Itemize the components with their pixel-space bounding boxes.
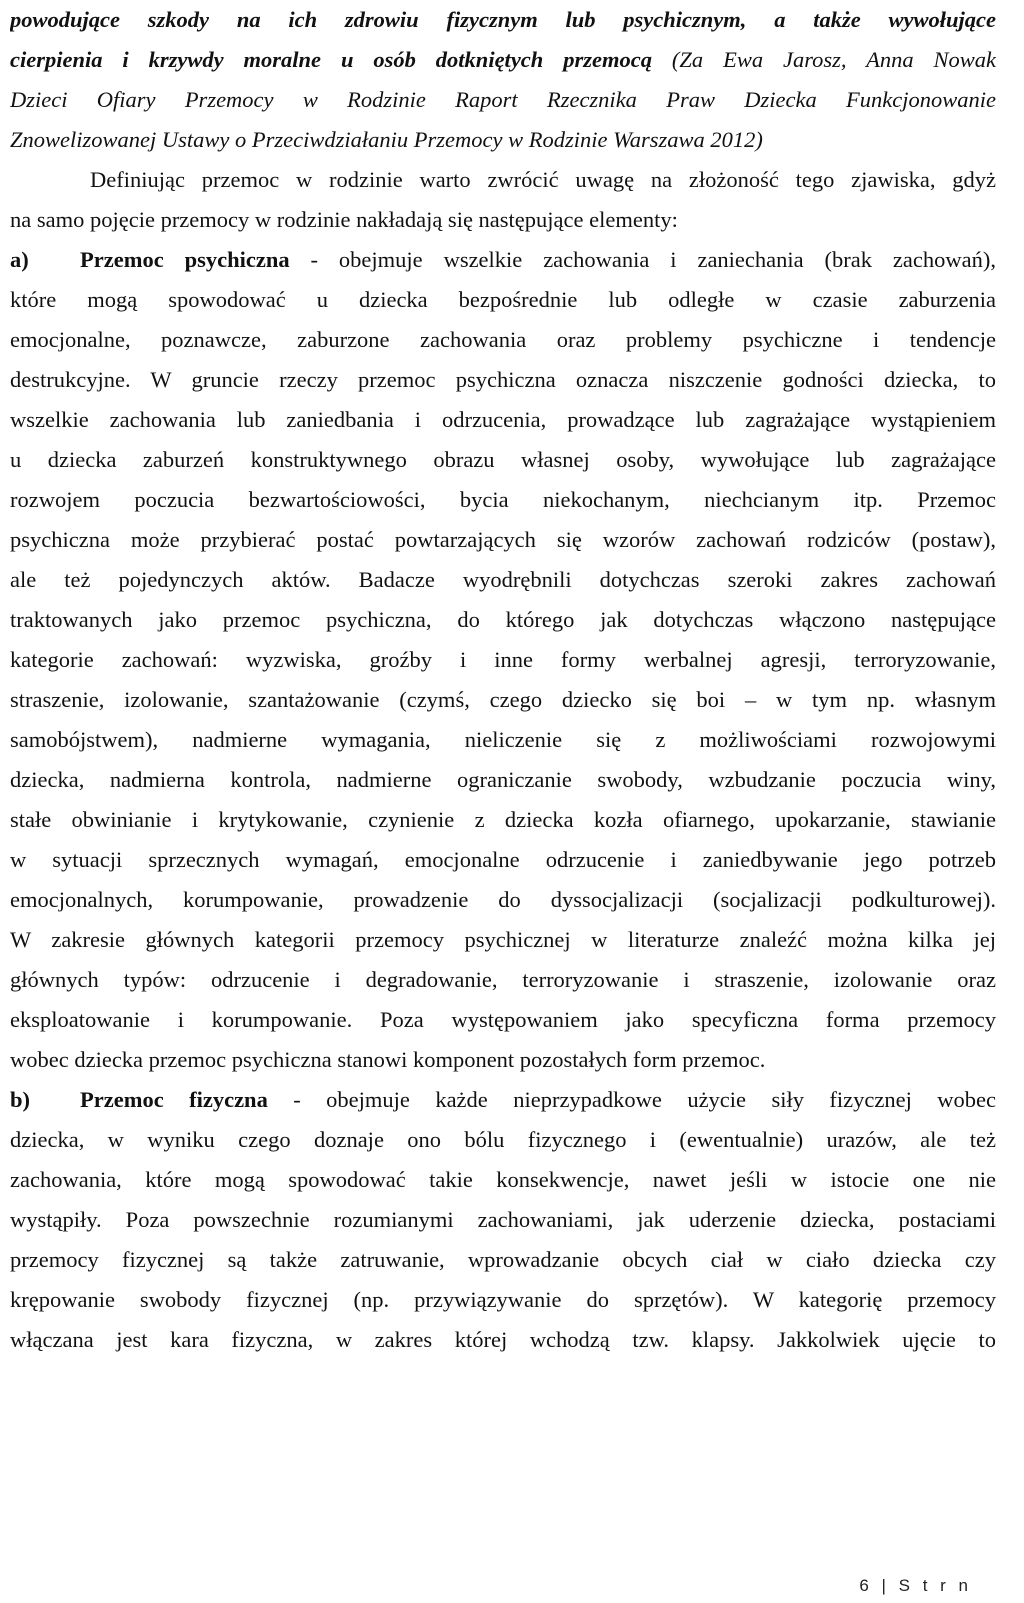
text-line: samobójstwem), nadmierne wymagania, nieliczenie się z możliwościami rozwojowymi	[10, 727, 996, 752]
text-line: traktowanych jako przemoc psychiczna, do którego jak dotychczas włączono następujące	[10, 607, 996, 632]
text-line: eksploatowanie i korumpowanie. Poza występowaniem jako specyficzna forma przemocy	[10, 1007, 996, 1032]
text-line: włączana jest kara fizyczna, w zakres której wchodzą tzw. klapsy. Jakkolwiek ujęcie to	[10, 1327, 996, 1352]
text-line: kategorie zachowań: wyzwiska, groźby i inne formy werbalnej agresji, terroryzowanie,	[10, 647, 996, 672]
text-line: dziecka, nadmierna kontrola, nadmierne ograniczanie swobody, wzbudzanie poczucia winy,	[10, 767, 996, 792]
text-line: emocjonalne, poznawcze, zaburzone zachowania oraz problemy psychiczne i tendencje	[10, 327, 996, 352]
list-item-a	[10, 240, 996, 280]
list-term: Przemoc psychiczna	[80, 247, 290, 272]
text-line: wobec dziecka przemoc psychiczna stanowi komponent pozostałych form przemoc.	[10, 1047, 766, 1072]
page-number: 6 | S t r n	[859, 1576, 972, 1595]
text-line: W zakresie głównych kategorii przemocy psychicznej w literaturze znaleźć można kilka jej	[10, 927, 996, 952]
text-line: ale też pojedynczych aktów. Badacze wyodrębnili dotychczas szeroki zakres zachowań	[10, 567, 996, 592]
text-span: - obejmuje wszelkie zachowania i zaniechania (brak zachowań),	[289, 247, 996, 272]
text-line: na samo pojęcie przemocy w rodzinie nakładają się następujące elementy:	[10, 207, 678, 232]
text-line: Definiując przemoc w rodzinie warto zwrócić uwagę na złożoność tego zjawiska, gdyż	[90, 167, 996, 192]
text-line: emocjonalnych, korumpowanie, prowadzenie do dyssocjalizacji (socjalizacji podkulturowej).	[10, 887, 996, 912]
text-line: straszenie, izolowanie, szantażowanie (czymś, czego dziecko się boi – w tym np. własnym	[10, 687, 996, 712]
text-line: powodujące szkody na ich zdrowiu fizycznym lub psychicznym, a także wywołujące	[10, 7, 996, 32]
list-item-b	[10, 1080, 996, 1120]
list-marker: b)	[10, 1087, 31, 1112]
list-term: Przemoc fizyczna	[80, 1087, 268, 1112]
text-line: przemocy fizycznej są także zatruwanie, wprowadzanie obcych ciał w ciało dziecka czy	[10, 1247, 996, 1272]
citation-span: (Za Ewa Jarosz, Anna Nowak	[671, 47, 996, 72]
text-span: cierpienia i krzywdy moralne u osób dotkniętych przemocą	[10, 47, 652, 72]
text-line: dziecka, w wyniku czego doznaje ono bólu fizycznego i (ewentualnie) urazów, ale też	[10, 1127, 996, 1152]
text-line: wystąpiły. Poza powszechnie rozumianymi zachowaniami, jak uderzenie dziecka, postaciami	[10, 1207, 996, 1232]
text-line: psychiczna może przybierać postać powtarzających się wzorów zachowań rodziców (postaw),	[10, 527, 996, 552]
text-line: rozwojem poczucia bezwartościowości, bycia niekochanym, niechcianym itp. Przemoc	[10, 487, 996, 512]
text-span: - obejmuje każde nieprzypadkowe użycie siły fizycznej wobec	[267, 1087, 996, 1112]
text-line: głównych typów: odrzucenie i degradowanie, terroryzowanie i straszenie, izolowanie oraz	[10, 967, 996, 992]
text-line: destrukcyjne. W gruncie rzeczy przemoc psychiczna oznacza niszczenie godności dziecka, to	[10, 367, 996, 392]
text-line: w sytuacji sprzecznych wymagań, emocjonalne odrzucenie i zaniedbywanie jego potrzeb	[10, 847, 996, 872]
text-line: wszelkie zachowania lub zaniedbania i odrzucenia, prowadzące lub zagrażające wystąpieniem	[10, 407, 996, 432]
text-line: u dziecka zaburzeń konstruktywnego obrazu własnej osoby, wywołujące lub zagrażające	[10, 447, 996, 472]
text-line: zachowania, które mogą spowodować takie konsekwencje, nawet jeśli w istocie one nie	[10, 1167, 996, 1192]
text-line: które mogą spowodować u dziecka bezpośrednie lub odległe w czasie zaburzenia	[10, 287, 996, 312]
list-marker: a)	[10, 247, 29, 272]
text-line: stałe obwinianie i krytykowanie, czynienie z dziecka kozła ofiarnego, upokarzanie, stawianie	[10, 807, 996, 832]
text-line: Dzieci Ofiary Przemocy w Rodzinie Raport Rzecznika Praw Dziecka Funkcjonowanie	[10, 87, 996, 112]
text-line: Znowelizowanej Ustawy o Przeciwdziałaniu Przemocy w Rodzinie Warszawa 2012)	[10, 127, 763, 152]
text-line: krępowanie swobody fizycznej (np. przywiązywanie do sprzętów). W kategorię przemocy	[10, 1287, 996, 1312]
text-line	[10, 40, 996, 80]
